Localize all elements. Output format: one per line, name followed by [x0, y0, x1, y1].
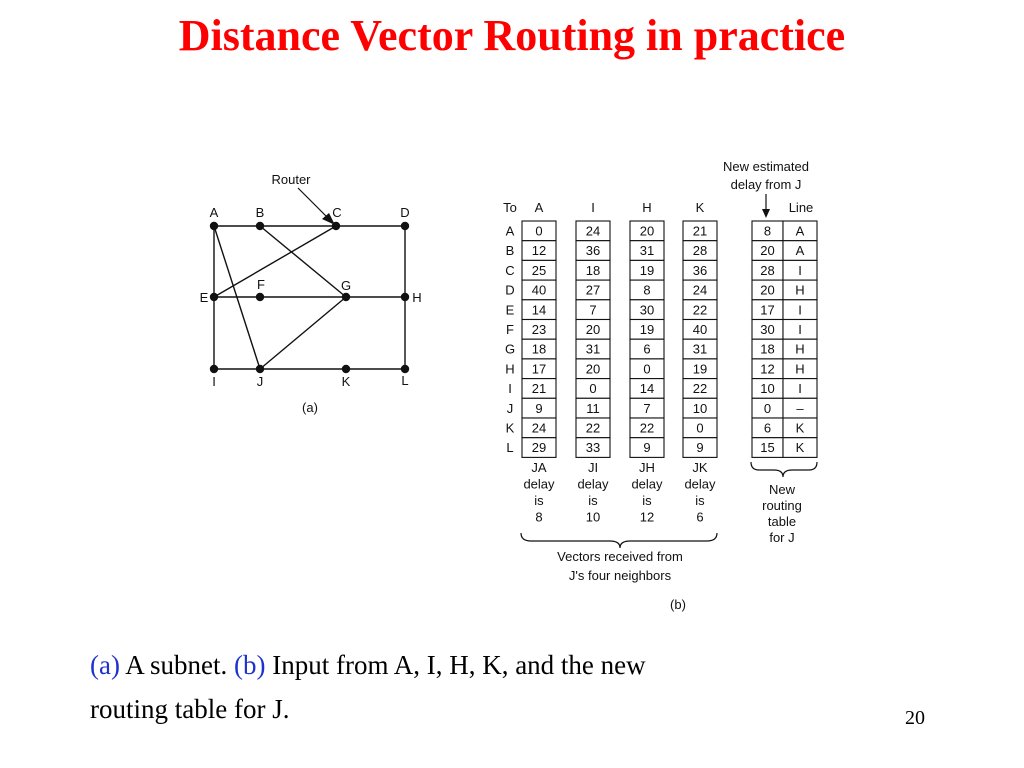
cell-I-C: 18 — [585, 262, 601, 278]
cell-K-G: 31 — [692, 341, 708, 357]
cell-I-K: 22 — [585, 420, 601, 436]
new-routing-table — [752, 221, 817, 457]
node-label-L: L — [401, 373, 409, 388]
new-line-B: A — [795, 243, 805, 259]
cell-A-L: 29 — [531, 440, 547, 456]
cell-K-I: 22 — [692, 381, 708, 397]
caption-text-a: A subnet. — [119, 650, 234, 680]
cell-K-A: 21 — [692, 223, 708, 239]
cell-H-F: 19 — [639, 322, 655, 337]
node-K — [342, 365, 350, 373]
node-label-J: J — [256, 374, 264, 389]
cell-A-K: 24 — [531, 420, 547, 436]
cell-H-E: 30 — [639, 302, 655, 318]
new-delay-D: 20 — [760, 282, 775, 298]
destination-labels — [505, 224, 515, 456]
destination-label-A: A — [505, 223, 515, 239]
caption-line-2: routing table for J. — [90, 694, 290, 724]
cell-K-D: 24 — [692, 282, 708, 298]
cell-A-F: 23 — [531, 322, 547, 337]
cell-I-F: 20 — [585, 322, 601, 337]
new-line-L: K — [795, 440, 805, 456]
cell-A-J: 9 — [535, 400, 543, 416]
neighbor-header-K: K — [695, 200, 705, 215]
node-label-I: I — [212, 374, 216, 389]
cell-A-C: 25 — [531, 262, 547, 278]
neighbor-header-I: I — [591, 200, 595, 215]
cell-A-G: 18 — [531, 341, 547, 357]
new-delay-J: 0 — [763, 400, 772, 416]
node-B — [256, 222, 264, 230]
destination-label-G: G — [504, 341, 516, 357]
delay-note-A-1: delay — [523, 476, 555, 492]
new-line-F: I — [798, 322, 802, 337]
cell-H-K: 22 — [639, 420, 655, 436]
new-line-G: H — [795, 341, 805, 357]
delay-note-A-0: JA — [531, 460, 547, 475]
new-delay-C: 28 — [760, 262, 775, 278]
cell-K-B: 28 — [692, 243, 708, 259]
cell-I-B: 36 — [585, 243, 601, 259]
link-B-G — [260, 226, 346, 297]
node-label-K: K — [341, 374, 351, 389]
vectors-label-line1: Vectors received from — [557, 549, 683, 564]
cell-K-C: 36 — [692, 262, 708, 278]
cell-K-F: 40 — [692, 322, 708, 337]
new-estimate-header-line1: New estimated — [723, 159, 809, 174]
delay-note-A-3: 8 — [535, 509, 543, 525]
cell-H-A: 20 — [639, 223, 655, 239]
node-label-D: D — [400, 205, 410, 220]
delay-note-H-2: is — [642, 493, 652, 508]
destination-label-E: E — [505, 302, 515, 318]
new-delay-A: 8 — [763, 223, 772, 239]
new-delay-I: 10 — [760, 381, 775, 397]
cell-K-J: 10 — [692, 400, 708, 416]
cell-K-H: 19 — [692, 361, 708, 377]
page-number: 20 — [905, 707, 925, 729]
neighbor-header-A: A — [534, 200, 544, 215]
destination-label-D: D — [505, 282, 515, 298]
cell-A-E: 14 — [531, 302, 547, 318]
destination-label-B: B — [505, 243, 515, 259]
delay-note-A-2: is — [534, 493, 544, 508]
node-D — [401, 222, 409, 230]
node-label-C: C — [332, 205, 342, 220]
node-C — [332, 222, 340, 230]
new-table-brace — [751, 462, 817, 477]
cell-H-D: 8 — [643, 282, 651, 298]
cell-I-G: 31 — [585, 341, 601, 357]
new-delay-B: 20 — [760, 243, 775, 259]
new-table-label-line3: table — [767, 514, 797, 529]
new-line-E: I — [798, 302, 802, 318]
new-delay-E: 17 — [760, 302, 775, 318]
node-label-H: H — [412, 290, 422, 305]
new-line-D: H — [795, 282, 805, 298]
cell-I-I: 0 — [589, 381, 597, 397]
delay-note-I-1: delay — [577, 476, 609, 492]
node-F — [256, 293, 264, 301]
node-I — [210, 365, 218, 373]
router-arrow — [298, 188, 329, 219]
delay-note-I-2: is — [588, 493, 598, 508]
subnet-links — [214, 226, 405, 369]
subnet-figure-label: (a) — [302, 400, 318, 415]
cell-I-H: 20 — [585, 361, 601, 377]
neighbor-vector-H — [630, 200, 664, 525]
cell-H-I: 14 — [639, 381, 655, 397]
cell-K-E: 22 — [692, 302, 708, 318]
link-J-G — [260, 297, 346, 369]
delay-note-H-1: delay — [631, 476, 663, 492]
cell-I-E: 7 — [589, 302, 597, 318]
cell-A-H: 17 — [531, 361, 547, 377]
vectors-brace — [521, 533, 717, 548]
delay-note-K-0: JK — [692, 460, 708, 475]
delay-note-K-3: 6 — [696, 509, 704, 525]
cell-I-L: 33 — [585, 440, 601, 456]
router-callout — [271, 172, 335, 225]
cell-K-L: 9 — [696, 440, 704, 456]
destination-label-L: L — [506, 440, 514, 456]
new-estimate-arrowhead — [762, 209, 770, 218]
new-line-K: K — [795, 420, 805, 436]
cell-H-C: 19 — [639, 262, 655, 278]
new-delay-F: 30 — [760, 322, 775, 337]
cell-H-L: 9 — [643, 440, 651, 456]
to-header: To — [503, 200, 517, 215]
destination-label-F: F — [506, 322, 514, 337]
destination-label-I: I — [508, 381, 512, 397]
delay-note-K-1: delay — [684, 476, 716, 492]
node-H — [401, 293, 409, 301]
new-line-I: I — [798, 381, 802, 397]
slide-title: Distance Vector Routing in practice — [178, 11, 846, 60]
delay-note-I-0: JI — [587, 460, 599, 475]
node-G — [342, 293, 350, 301]
caption-tag-b: (b) — [233, 650, 266, 680]
cell-H-J: 7 — [643, 400, 651, 416]
new-table-label-line1: New — [768, 482, 796, 497]
new-line-C: I — [798, 262, 802, 278]
neighbor-vector-A — [522, 200, 556, 525]
cell-H-G: 6 — [643, 341, 651, 357]
new-delay-H: 12 — [760, 361, 775, 377]
delay-note-K-2: is — [695, 493, 705, 508]
cell-I-J: 11 — [586, 400, 600, 416]
cell-A-I: 21 — [531, 381, 547, 397]
neighbor-header-H: H — [642, 200, 652, 215]
destination-label-C: C — [505, 262, 515, 278]
node-label-G: G — [340, 278, 352, 293]
line-header: Line — [788, 200, 814, 215]
node-J — [256, 365, 264, 373]
destination-label-J: J — [506, 400, 514, 416]
new-line-A: A — [795, 223, 805, 239]
cell-H-B: 31 — [639, 243, 655, 259]
node-label-B: B — [255, 205, 265, 220]
delay-note-H-0: JH — [639, 460, 655, 475]
new-delay-L: 15 — [760, 440, 775, 456]
new-line-J: – — [796, 400, 804, 416]
cell-H-H: 0 — [643, 361, 651, 377]
cell-I-A: 24 — [585, 223, 601, 239]
new-delay-K: 6 — [763, 420, 772, 436]
cell-K-K: 0 — [696, 420, 704, 436]
destination-label-H: H — [505, 361, 515, 377]
cell-A-D: 40 — [531, 282, 547, 298]
cell-A-B: 12 — [531, 243, 547, 259]
destination-label-K: K — [505, 420, 515, 436]
router-label: Router — [271, 172, 311, 187]
cell-I-D: 27 — [585, 282, 601, 298]
caption-tag-a: (a) — [90, 650, 120, 680]
node-L — [401, 365, 409, 373]
vectors-label-line2: J's four neighbors — [568, 568, 672, 583]
delay-note-H-3: 12 — [639, 509, 655, 525]
node-label-E: E — [199, 290, 209, 305]
delay-note-I-3: 10 — [585, 509, 601, 525]
node-A — [210, 222, 218, 230]
cell-A-A: 0 — [535, 223, 543, 239]
link-C-E — [214, 226, 336, 297]
table-figure-label: (b) — [670, 597, 686, 612]
caption-line-1 — [90, 643, 810, 687]
new-line-H: H — [795, 361, 805, 377]
new-estimate-header-line2: delay from J — [730, 177, 802, 192]
figure-caption — [90, 643, 810, 731]
subnet-diagram — [200, 172, 422, 415]
node-label-A: A — [209, 205, 219, 220]
neighbor-vector-K — [683, 200, 717, 525]
caption-text-b: Input from A, I, H, K, and the new — [265, 650, 646, 680]
new-table-label-line2: routing — [762, 498, 802, 513]
routing-table-figure — [503, 159, 817, 612]
node-label-F: F — [257, 277, 265, 292]
neighbor-vectors — [522, 200, 717, 525]
new-table-label-line4: for J — [769, 530, 795, 545]
neighbor-vector-I — [576, 200, 610, 525]
new-delay-G: 18 — [760, 341, 775, 357]
node-E — [210, 293, 218, 301]
